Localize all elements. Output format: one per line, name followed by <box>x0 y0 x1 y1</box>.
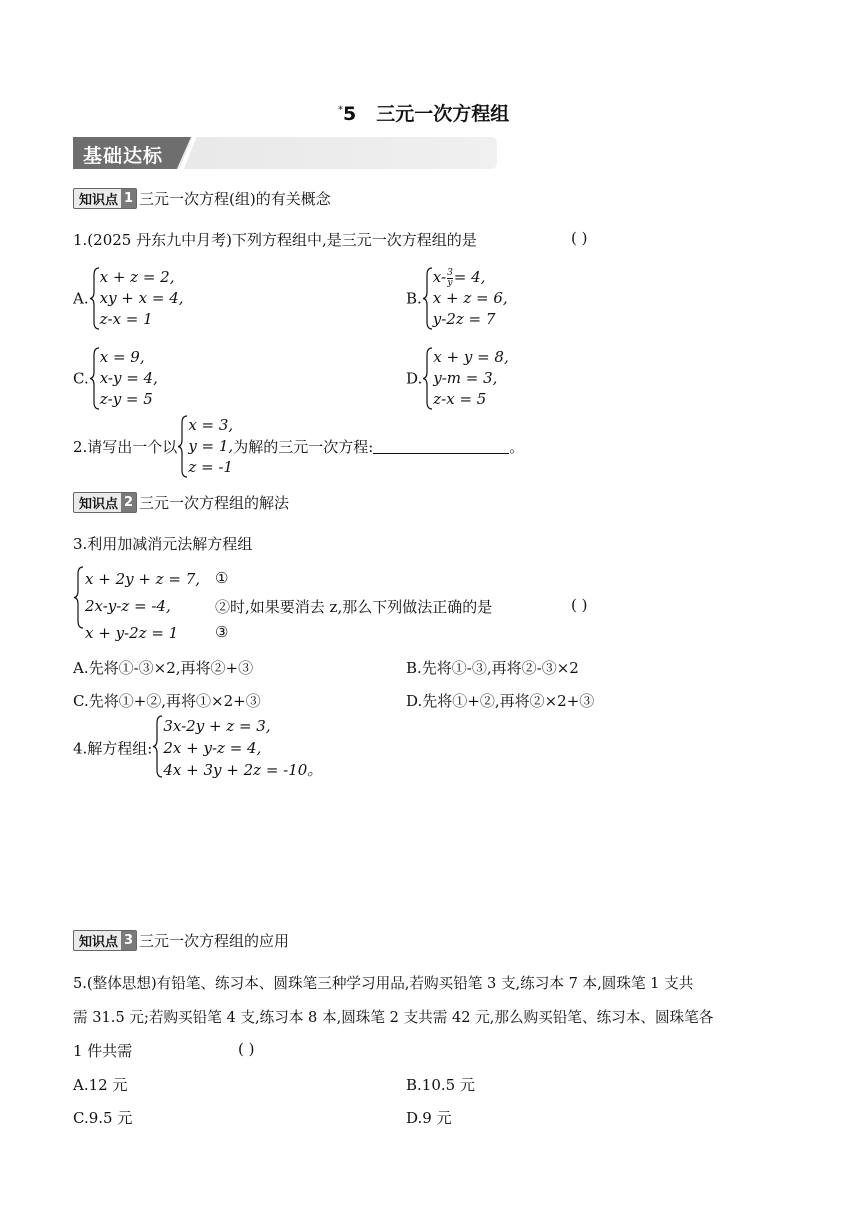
equation-system: x + 2y + z = 7, 2x-y-z = -4, x + y-2z = 1 <box>73 566 200 647</box>
question-1-paren: ( ) <box>571 229 588 247</box>
question-1-stem: 1.(2025 丹东九中月考)下列方程组中,是三元一次方程组的是 <box>73 231 477 249</box>
q3-option-c: C.先将①+②,再将①×2+③ <box>73 692 261 710</box>
section-title <box>338 99 509 126</box>
knowledge-point-3 <box>73 930 289 951</box>
option-a: A. x + z = 2, xy + x = 4, z-x = 1 <box>73 268 184 328</box>
equation-system: x- $\frac{3}{y}$ = 4, x + z = 6, y-2z = 7 <box>422 267 508 330</box>
q5-option-a: A.12 元 <box>73 1076 128 1094</box>
option-c: C. x = 9, x-y = 4, z-y = 5 <box>73 348 158 408</box>
kp-title: 三元一次方程组的解法 <box>139 494 290 512</box>
question-3-tail: ②时,如果要消去 z,那么下列做法正确的是 <box>215 598 493 616</box>
kp-badge: 知识点 2 <box>73 492 137 513</box>
brace-icon <box>177 415 188 478</box>
brace-icon <box>422 347 433 410</box>
equation-system: x = 9, x-y = 4, z-y = 5 <box>89 347 158 410</box>
question-5-line-2: 需 31.5 元;若购买铅笔 4 支,练习本 8 本,圆珠笔 2 支共需 42 元,那么购买铅笔、练习本、圆珠笔各 <box>73 1009 714 1026</box>
question-5-paren: ( ) <box>238 1040 255 1058</box>
banner-text: 基础达标 <box>83 145 164 167</box>
brace-icon <box>152 715 163 778</box>
knowledge-point-2 <box>73 492 289 513</box>
section-title-text: 三元一次方程组 <box>376 103 510 125</box>
question-3-stem: 3.利用加减消元法解方程组 <box>73 535 253 553</box>
answer-blank[interactable] <box>373 439 509 454</box>
kp-badge: 知识点 3 <box>73 930 137 951</box>
question-2: 2.请写出一个以 x = 3, y = 1, z = -1 为解的三元一次方程: 。 <box>73 416 525 476</box>
q3-option-d: D.先将①+②,再将②×2+③ <box>406 692 595 710</box>
brace-icon <box>422 267 433 330</box>
section-number: 5 <box>343 103 357 125</box>
q5-option-c: C.9.5 元 <box>73 1109 133 1127</box>
equation-system: x + z = 2, xy + x = 4, z-x = 1 <box>89 267 184 330</box>
brace-icon <box>89 267 100 330</box>
kp-badge: 知识点 1 <box>73 188 137 209</box>
question-3-paren: ( ) <box>571 596 588 614</box>
brace-icon <box>89 347 100 410</box>
kp-title: 三元一次方程(组)的有关概念 <box>139 190 331 208</box>
basic-banner <box>73 137 497 169</box>
q5-option-b: B.10.5 元 <box>406 1076 475 1094</box>
question-5-line-3: 1 件共需 <box>73 1042 133 1060</box>
q3-option-a: A.先将①-③×2,再将②+③ <box>73 659 254 677</box>
option-d: D. x + y = 8, y-m = 3, z-x = 5 <box>406 348 509 408</box>
knowledge-point-1 <box>73 188 331 209</box>
q3-option-b: B.先将①-③,再将②-③×2 <box>406 659 579 677</box>
brace-icon <box>73 566 84 629</box>
equation-system: 3x-2y + z = 3, 2x + y-z = 4, 4x + 3y + 2z = -10。 <box>152 715 322 781</box>
optional-mark: * <box>338 104 343 116</box>
mark-1: ① <box>215 569 229 587</box>
mark-3: ③ <box>215 623 229 641</box>
question-4: 4.解方程组: 3x-2y + z = 3, 2x + y-z = 4, 4x + 3y + 2z = -10。 <box>73 717 323 779</box>
q5-option-d: D.9 元 <box>406 1109 452 1127</box>
equation-system: x = 3, y = 1, z = -1 <box>177 415 233 478</box>
option-b: B. x- $\frac{3}{y}$ = 4, x + z = 6, y-2z = 7 <box>406 267 508 328</box>
question-3-system <box>73 566 200 647</box>
kp-title: 三元一次方程组的应用 <box>139 932 290 950</box>
equation-system: x + y = 8, y-m = 3, z-x = 5 <box>422 347 508 410</box>
question-5-line-1: 5.(整体思想)有铅笔、练习本、圆珠笔三种学习用品,若购买铅笔 3 支,练习本 7 本,圆珠笔 1 支共 <box>73 975 694 992</box>
